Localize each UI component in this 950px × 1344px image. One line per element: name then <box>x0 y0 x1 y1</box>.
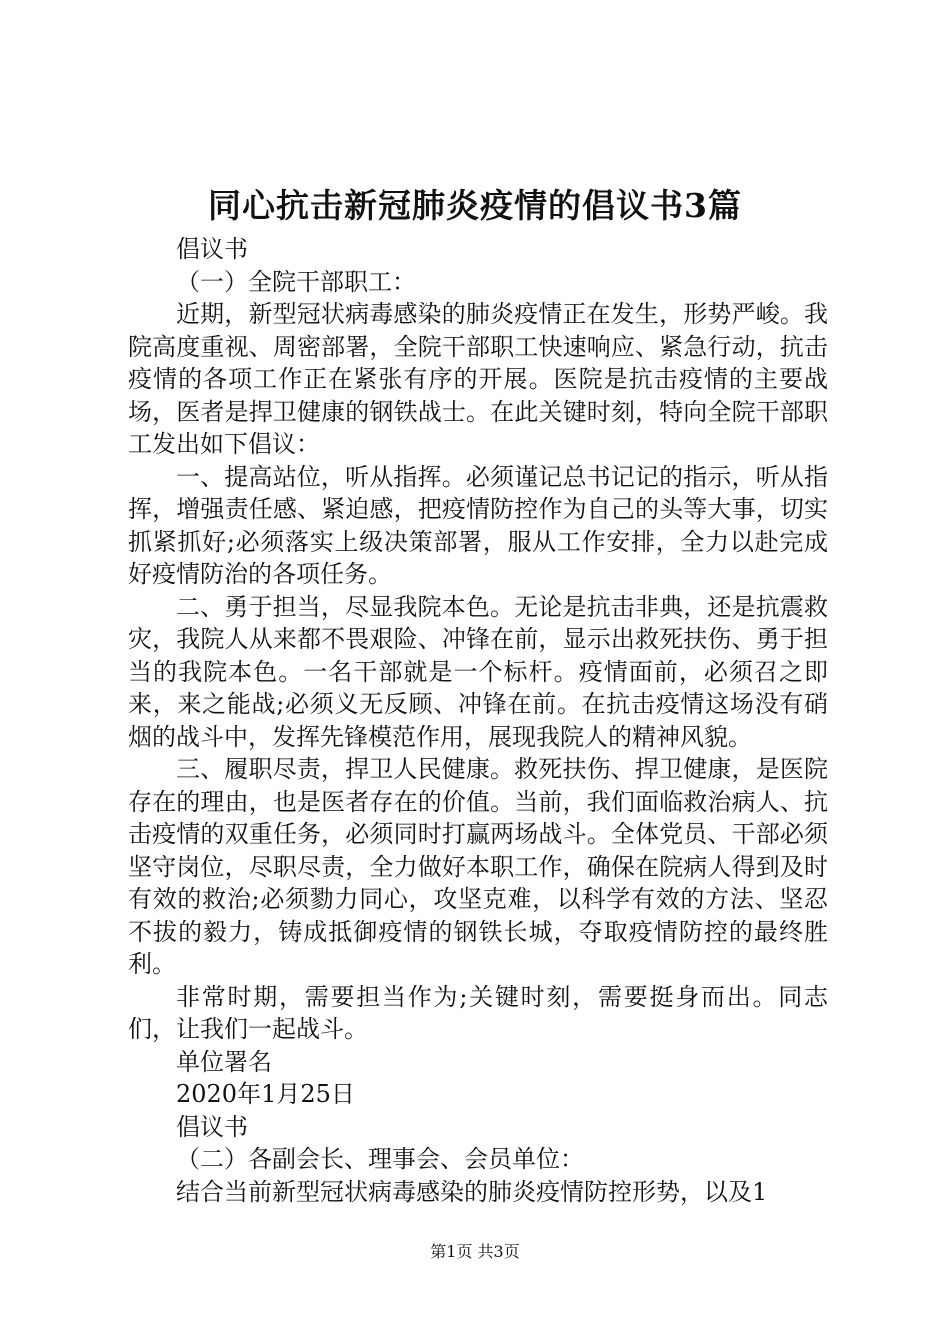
paragraph: 三、履职尽责，捍卫人民健康。救死扶伤、捍卫健康，是医院存在的理由，也是医者存在的价值。当前，我们面临救治病人、抗击疫情的双重任务，必须同时打赢两场战斗。全体党员、干部必须坚守岗位，尽职尽责，全力做好本职工作，确保在院病人得到及时有效的救治;必须勠力同心，攻坚克难，以科学有效的方法、坚忍不拔的毅力，铸成抵御疫情的钢铁长城，夺取疫情防控的最终胜利。 <box>128 755 828 978</box>
signature: 单位署名 <box>176 1047 272 1076</box>
paragraph: 一、提高站位，听从指挥。必须谨记总书记记的指示，听从指挥，增强责任感、紧迫感，把疫情防控作为自己的头等大事，切实抓紧抓好;必须落实上级决策部署，服从工作安排，全力以赴完成好疫情防治的各项任务。 <box>128 462 828 588</box>
paragraph: 二、勇于担当，尽显我院本色。无论是抗击非典，还是抗震救灾，我院人从来都不畏艰险、冲锋在前，显示出救死扶伤、勇于担当的我院本色。一名干部就是一个标杆。疫情面前，必须召之即来，来之能战;必须义无反顾、冲锋在前。在抗击疫情这场没有硝烟的战斗中，发挥先锋模范作用，展现我院人的精神风貌。 <box>128 592 828 751</box>
paragraph-salutation: （二）各副会长、理事会、会员单位： <box>176 1145 584 1173</box>
paragraph: 结合当前新型冠状病毒感染的肺炎疫情防控形势，以及1 <box>176 1177 768 1206</box>
paragraph: 近期，新型冠状病毒感染的肺炎疫情正在发生，形势严峻。我院高度重视、周密部署，全院干部职工快速响应、紧急行动，抗击疫情的各项工作正在紧张有序的开展。医院是抗击疫情的主要战场，医者是捍卫健康的钢铁战士。在此关键时刻，特向全院干部职工发出如下倡议： <box>128 300 828 458</box>
document-body <box>128 233 828 1208</box>
paragraph: 非常时期，需要担当作为;关键时刻，需要挺身而出。同志们，让我们一起战斗。 <box>128 982 828 1043</box>
page-title: 同心抗击新冠肺炎疫情的倡议书3篇 <box>208 186 742 225</box>
page-footer: 第1页 共3页 <box>430 1242 520 1261</box>
paragraph-heading: 倡议书 <box>176 1112 248 1141</box>
paragraph-salutation: （一）全院干部职工： <box>176 267 416 296</box>
paragraph-heading: 倡议书 <box>176 235 248 263</box>
date: 2020年1月25日 <box>176 1080 355 1108</box>
